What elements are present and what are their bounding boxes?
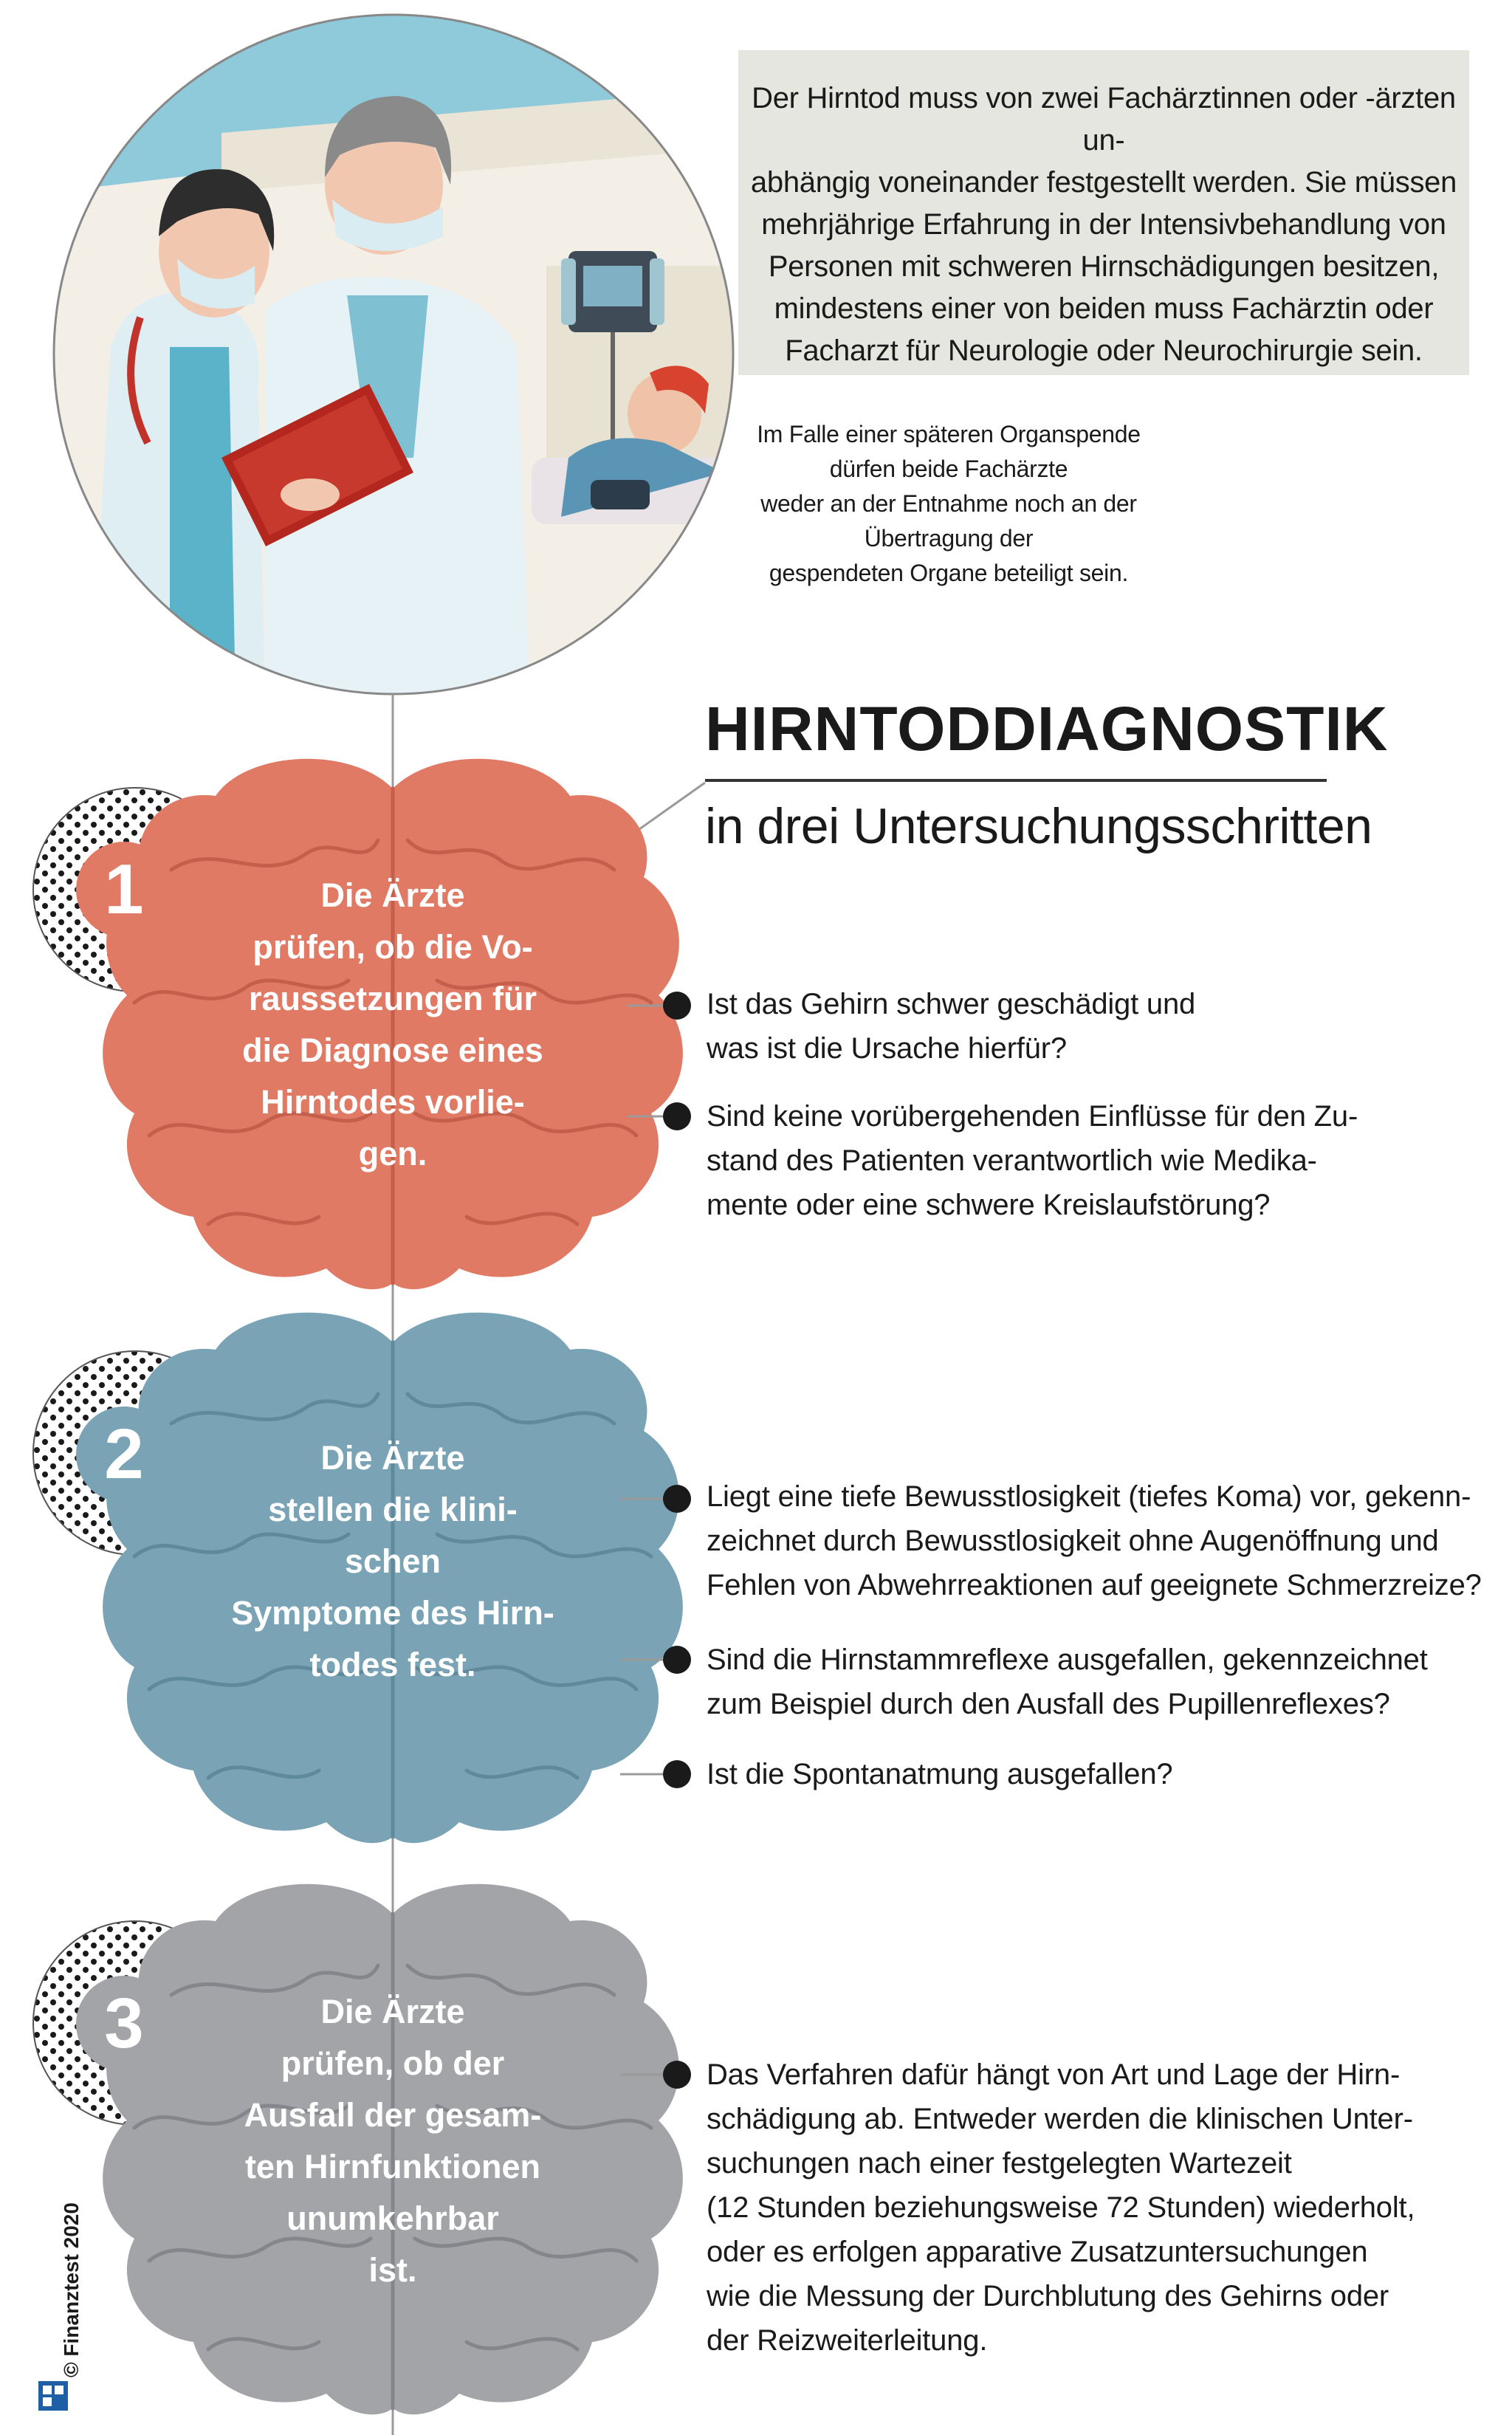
bullet-1-2 xyxy=(663,1102,691,1130)
question-line: oder es erfolgen apparative Zusatzuntersuchungen xyxy=(707,2236,1368,2268)
step-line: Ausfall der gesam- xyxy=(244,2096,542,2134)
question-line: wie die Messung der Durchblutung des Gehirns oder xyxy=(707,2280,1389,2312)
step-line: die Diagnose eines xyxy=(242,1031,543,1069)
copyright: © Finanztest 2020 xyxy=(60,2202,83,2377)
question-line: (12 Stunden beziehungsweise 72 Stunden) wiederholt, xyxy=(707,2191,1415,2224)
note-line: weder an der Entnahme noch an der Übertragung der xyxy=(760,490,1137,552)
step-line: raussetzungen für xyxy=(248,980,537,1017)
question-3-1 xyxy=(707,2053,1489,2363)
question-2-1 xyxy=(707,1474,1489,1607)
bullet-2-2 xyxy=(663,1646,691,1674)
step-line: Die Ärzte xyxy=(320,1439,465,1477)
step-1-text xyxy=(186,870,599,1180)
bullet-2-1 xyxy=(663,1485,691,1513)
step-line: prüfen, ob der xyxy=(281,2044,505,2082)
step-line: stellen die klini- xyxy=(268,1491,518,1528)
step-line: Die Ärzte xyxy=(320,876,465,914)
step-line: Hirntodes vorlie- xyxy=(261,1083,525,1121)
step-line: Symptome des Hirn- xyxy=(231,1594,554,1632)
question-line: Sind keine vorübergehenden Einflüsse für den Zu- xyxy=(707,1100,1358,1133)
step-number-3: 3 xyxy=(76,1976,172,2072)
step-line: todes fest. xyxy=(309,1646,476,1683)
question-line: Ist das Gehirn schwer geschädigt und xyxy=(707,988,1196,1020)
question-line: was ist die Ursache hierfür? xyxy=(707,1032,1067,1065)
question-2-2 xyxy=(707,1638,1489,1726)
step-line: prüfen, ob die Vo- xyxy=(252,928,533,966)
page-title: HIRNTODDIAGNOSTIK xyxy=(705,694,1389,763)
step-2-text xyxy=(186,1432,599,1691)
finanztest-logo-icon xyxy=(38,2381,68,2411)
step-line: gen. xyxy=(358,1135,427,1172)
question-line: Sind die Hirnstammreflexe ausgefallen, gekennzeichnet xyxy=(707,1644,1428,1676)
question-line: zeichnet durch Bewusstlosigkeit ohne Augenöffnung und xyxy=(707,1525,1439,1557)
step-number-1: 1 xyxy=(76,842,172,938)
bullet-1-1 xyxy=(663,992,691,1020)
bullet-2-3 xyxy=(663,1760,691,1788)
step-line: ten Hirnfunktionen xyxy=(245,2148,540,2185)
question-2-3 xyxy=(707,1752,1489,1796)
question-line: der Reizweiterleitung. xyxy=(707,2324,988,2357)
question-line: Das Verfahren dafür hängt von Art und Lage der Hirn- xyxy=(707,2058,1401,2091)
question-line: Ist die Spontanatmung ausgefallen? xyxy=(707,1758,1173,1790)
question-line: schädigung ab. Entweder werden die klinischen Unter- xyxy=(707,2103,1413,2135)
question-line: mente oder eine schwere Kreislaufstörung? xyxy=(707,1189,1271,1221)
step-line: Die Ärzte xyxy=(320,1993,465,2030)
step-number-2: 2 xyxy=(76,1407,172,1502)
question-line: Liegt eine tiefe Bewusstlosigkeit (tiefes Koma) vor, gekenn- xyxy=(707,1480,1471,1513)
note-line: gespendeten Organe beteiligt sein. xyxy=(769,560,1129,586)
question-line: zum Beispiel durch den Ausfall des Pupillenreflexes? xyxy=(707,1688,1390,1720)
step-line: unumkehrbar xyxy=(286,2199,499,2237)
info-line: Der Hirntod muss von zwei Fachärztinnen oder -ärzten un- xyxy=(752,82,1456,157)
info-line: Facharzt für Neurologie oder Neurochirurgie sein. xyxy=(785,334,1423,367)
bullet-3-1 xyxy=(663,2061,691,2089)
step-3-text xyxy=(186,1986,599,2296)
step-line: schen xyxy=(344,1542,441,1580)
page-subtitle: in drei Untersuchungsschritten xyxy=(705,798,1372,854)
info-line: Personen mit schweren Hirnschädigungen besitzen, xyxy=(768,250,1440,283)
info-line: mehrjährige Erfahrung in der Intensivbehandlung von xyxy=(761,208,1446,241)
question-line: Fehlen von Abwehrreaktionen auf geeignete Schmerzreize? xyxy=(707,1569,1482,1601)
question-1-2 xyxy=(707,1094,1489,1227)
info-line: abhängig voneinander festgestellt werden. Sie müssen xyxy=(750,166,1457,199)
question-line: suchungen nach einer festgelegten Wartezeit xyxy=(707,2147,1292,2180)
note-line: Im Falle einer späteren Organspende dürfen beide Fachärzte xyxy=(757,421,1141,482)
step-line: ist. xyxy=(368,2251,417,2289)
question-1-1 xyxy=(707,982,1489,1071)
info-line: mindestens einer von beiden muss Fachärztin oder xyxy=(774,292,1434,325)
question-line: stand des Patienten verantwortlich wie Medika- xyxy=(707,1144,1317,1177)
